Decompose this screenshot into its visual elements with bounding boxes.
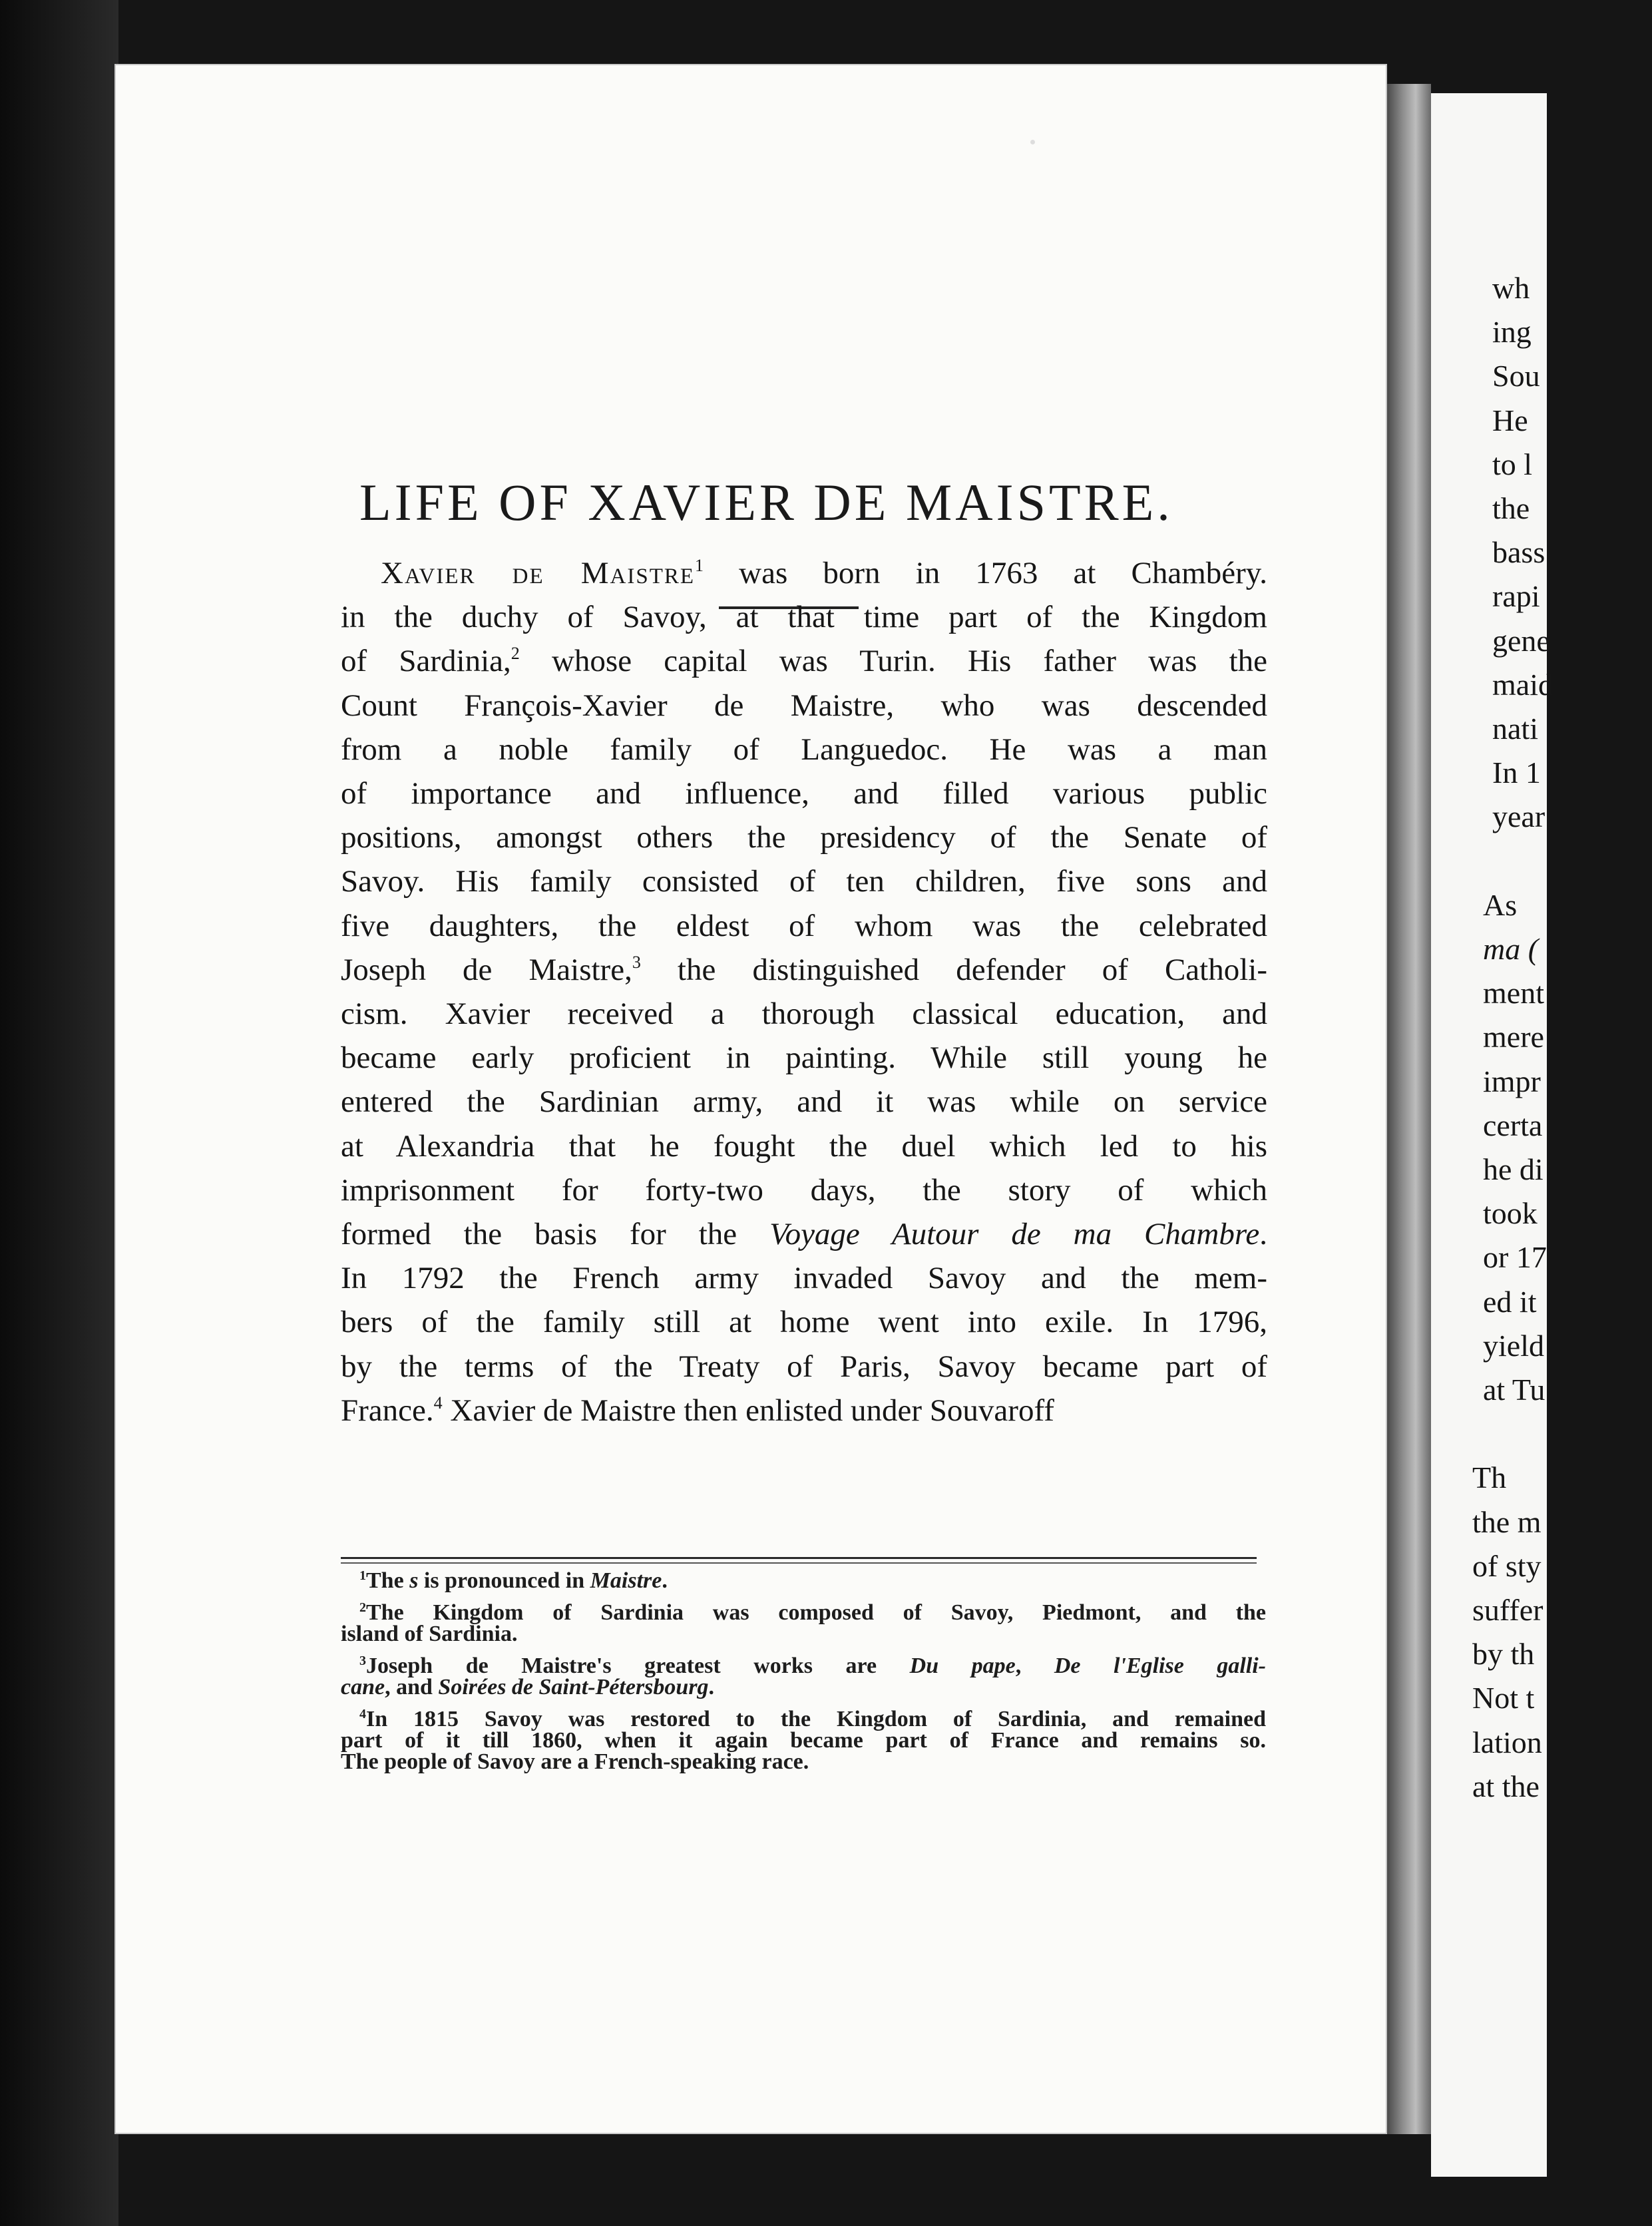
facing-page-line: by th bbox=[1472, 1637, 1535, 1671]
footnote-text: , and bbox=[385, 1675, 439, 1699]
scan-margin-left bbox=[0, 0, 118, 2226]
footnote-text: part of it till 1860, when it again became part of France and remains so. bbox=[341, 1728, 1266, 1753]
footnote-text: island of Sardinia. bbox=[341, 1622, 518, 1646]
facing-page-line: yield bbox=[1483, 1329, 1544, 1363]
footnote-text: The bbox=[366, 1568, 410, 1593]
footnote-rule bbox=[341, 1557, 1257, 1559]
text-segment: Xavier de Maistre then enlisted under Souvaroff bbox=[442, 1393, 1054, 1428]
facing-page-line: at the bbox=[1472, 1769, 1540, 1803]
facing-page-line: Sou bbox=[1492, 359, 1540, 393]
footnote-marker: 1 bbox=[695, 556, 704, 575]
facing-page-line: took bbox=[1483, 1196, 1538, 1230]
text-line: at Alexandria that he fought the duel which led to his bbox=[341, 1129, 1267, 1164]
footnote-marker: 3 bbox=[359, 1654, 366, 1668]
text-line bbox=[341, 640, 1267, 682]
italic-title: Voyage Autour de ma Chambre bbox=[769, 1217, 1260, 1251]
facing-page-line: impr bbox=[1483, 1064, 1541, 1098]
facing-page-line: ment bbox=[1483, 976, 1544, 1010]
footnote-line bbox=[341, 1623, 1266, 1646]
facing-page-line: He bbox=[1492, 403, 1528, 437]
text-segment: whose capital was Turin. His father was the bbox=[519, 644, 1267, 678]
footnote-text: . bbox=[708, 1675, 715, 1699]
text-line: five daughters, the eldest of whom was the celebrated bbox=[341, 909, 1267, 943]
footnote-line bbox=[341, 1708, 1266, 1731]
text-line bbox=[381, 553, 1267, 594]
footnote-marker: 3 bbox=[632, 953, 641, 972]
text-line bbox=[341, 1214, 1267, 1255]
text-line: of importance and influence, and filled various public bbox=[341, 776, 1267, 811]
facing-page-line: year bbox=[1492, 799, 1546, 833]
footnote-line bbox=[341, 1602, 1266, 1624]
footnote-italic: De l'Eglise galli- bbox=[1054, 1654, 1266, 1678]
text-line: became early proficient in painting. While still young he bbox=[341, 1040, 1267, 1075]
text-segment: formed the basis for the bbox=[341, 1217, 770, 1251]
facing-page-line: maid bbox=[1492, 668, 1553, 702]
facing-page-line: wh bbox=[1492, 271, 1530, 305]
facing-page-line: ma ( bbox=[1483, 932, 1539, 966]
text-line: imprisonment for forty-two days, the story of which bbox=[341, 1173, 1267, 1208]
facing-page-line: suffer bbox=[1472, 1593, 1544, 1627]
text-segment: the distinguished defender of Catholi- bbox=[640, 953, 1267, 987]
text-line: positions, amongst others the presidency of the Senate of bbox=[341, 820, 1267, 855]
footnote-italic: Maistre bbox=[590, 1568, 662, 1593]
text-line bbox=[341, 1390, 1267, 1431]
facing-page-line: ing bbox=[1492, 315, 1532, 349]
facing-page-line: to l bbox=[1492, 447, 1533, 481]
book-gutter bbox=[1387, 84, 1431, 2134]
footnote-text: is pronounced in bbox=[418, 1568, 590, 1593]
facing-page-line: he di bbox=[1483, 1152, 1544, 1186]
text-line: entered the Sardinian army, and it was while on service bbox=[341, 1084, 1267, 1119]
text-line: In 1792 the French army invaded Savoy and the mem- bbox=[341, 1261, 1267, 1295]
facing-page-line: of sty bbox=[1472, 1549, 1542, 1583]
footnote-italic: Soirées de Saint-Pétersbourg bbox=[438, 1675, 709, 1699]
footnote-text: In 1815 Savoy was restored to the Kingdom of Sardinia, and remained bbox=[366, 1707, 1266, 1731]
footnote-line bbox=[341, 1676, 1266, 1699]
facing-page-line: the bbox=[1492, 491, 1530, 525]
footnote-marker: 2 bbox=[359, 1600, 366, 1615]
facing-page-line: Not t bbox=[1472, 1681, 1535, 1715]
footnote-italic: cane bbox=[341, 1675, 385, 1699]
footnote-text: Joseph de Maistre's greatest works are bbox=[366, 1654, 910, 1678]
facing-page-line: nati bbox=[1492, 712, 1538, 746]
facing-page-line: rapi bbox=[1492, 579, 1540, 613]
footnote-rule-inner bbox=[341, 1562, 1257, 1564]
text-line: from a noble family of Languedoc. He was a man bbox=[341, 732, 1267, 767]
footnote-text: The Kingdom of Sardinia was composed of Savoy, Piedmont, and the bbox=[366, 1600, 1266, 1625]
facing-page-line: In 1 bbox=[1492, 756, 1541, 789]
facing-page-line: mere bbox=[1483, 1020, 1544, 1054]
footnote-line bbox=[341, 1655, 1266, 1677]
text-segment: Joseph de Maistre, bbox=[341, 953, 632, 987]
footnote-text: , bbox=[1015, 1654, 1054, 1678]
text-line: Count François-Xavier de Maistre, who was descended bbox=[341, 688, 1267, 723]
text-line: Savoy. His family consisted of ten children, five sons and bbox=[341, 864, 1267, 899]
scan-speck bbox=[1030, 140, 1035, 144]
facing-page-line: at Tu bbox=[1483, 1373, 1546, 1407]
text-line: in the duchy of Savoy, at that time part of the Kingdom bbox=[341, 600, 1267, 634]
author-name-small-caps: Xavier de Maistre bbox=[381, 556, 696, 590]
page-title: LIFE OF XAVIER DE MAISTRE. bbox=[359, 473, 1173, 531]
text-line: bers of the family still at home went into exile. In 1796, bbox=[341, 1305, 1267, 1339]
facing-page-line: the m bbox=[1472, 1505, 1542, 1539]
facing-page-line: certa bbox=[1483, 1108, 1543, 1142]
text-segment: France. bbox=[341, 1393, 434, 1428]
footnote-line bbox=[341, 1570, 1266, 1592]
facing-page-line: or 17 bbox=[1483, 1240, 1547, 1274]
facing-page bbox=[1431, 93, 1553, 2177]
facing-page-line: bass bbox=[1492, 535, 1546, 569]
text-line bbox=[341, 949, 1267, 991]
footnote-italic: s bbox=[409, 1568, 419, 1593]
text-line: cism. Xavier received a thorough classical education, and bbox=[341, 997, 1267, 1031]
facing-page-line: As bbox=[1483, 888, 1518, 922]
footnote-marker: 4 bbox=[359, 1707, 366, 1721]
footnote-marker: 2 bbox=[511, 644, 520, 663]
footnote-line bbox=[341, 1751, 1266, 1773]
footnote-marker: 1 bbox=[359, 1568, 366, 1583]
facing-page-line: gene bbox=[1492, 624, 1550, 658]
footnote-text: The people of Savoy are a French-speaking race. bbox=[341, 1749, 809, 1774]
text-segment: of Sardinia, bbox=[341, 644, 511, 678]
facing-page-line: Th bbox=[1472, 1460, 1507, 1494]
footnote-italic: Du pape bbox=[909, 1654, 1016, 1678]
text-segment: . bbox=[1259, 1217, 1267, 1251]
text-segment: was born in 1763 at Chambéry. bbox=[704, 556, 1267, 590]
facing-page-line: lation bbox=[1472, 1725, 1542, 1759]
footnote-marker: 4 bbox=[433, 1393, 443, 1413]
facing-page-line: ed it bbox=[1483, 1285, 1537, 1319]
footnote-line bbox=[341, 1729, 1266, 1752]
text-line: by the terms of the Treaty of Paris, Savoy became part of bbox=[341, 1349, 1267, 1384]
footnote-text: . bbox=[662, 1568, 668, 1593]
